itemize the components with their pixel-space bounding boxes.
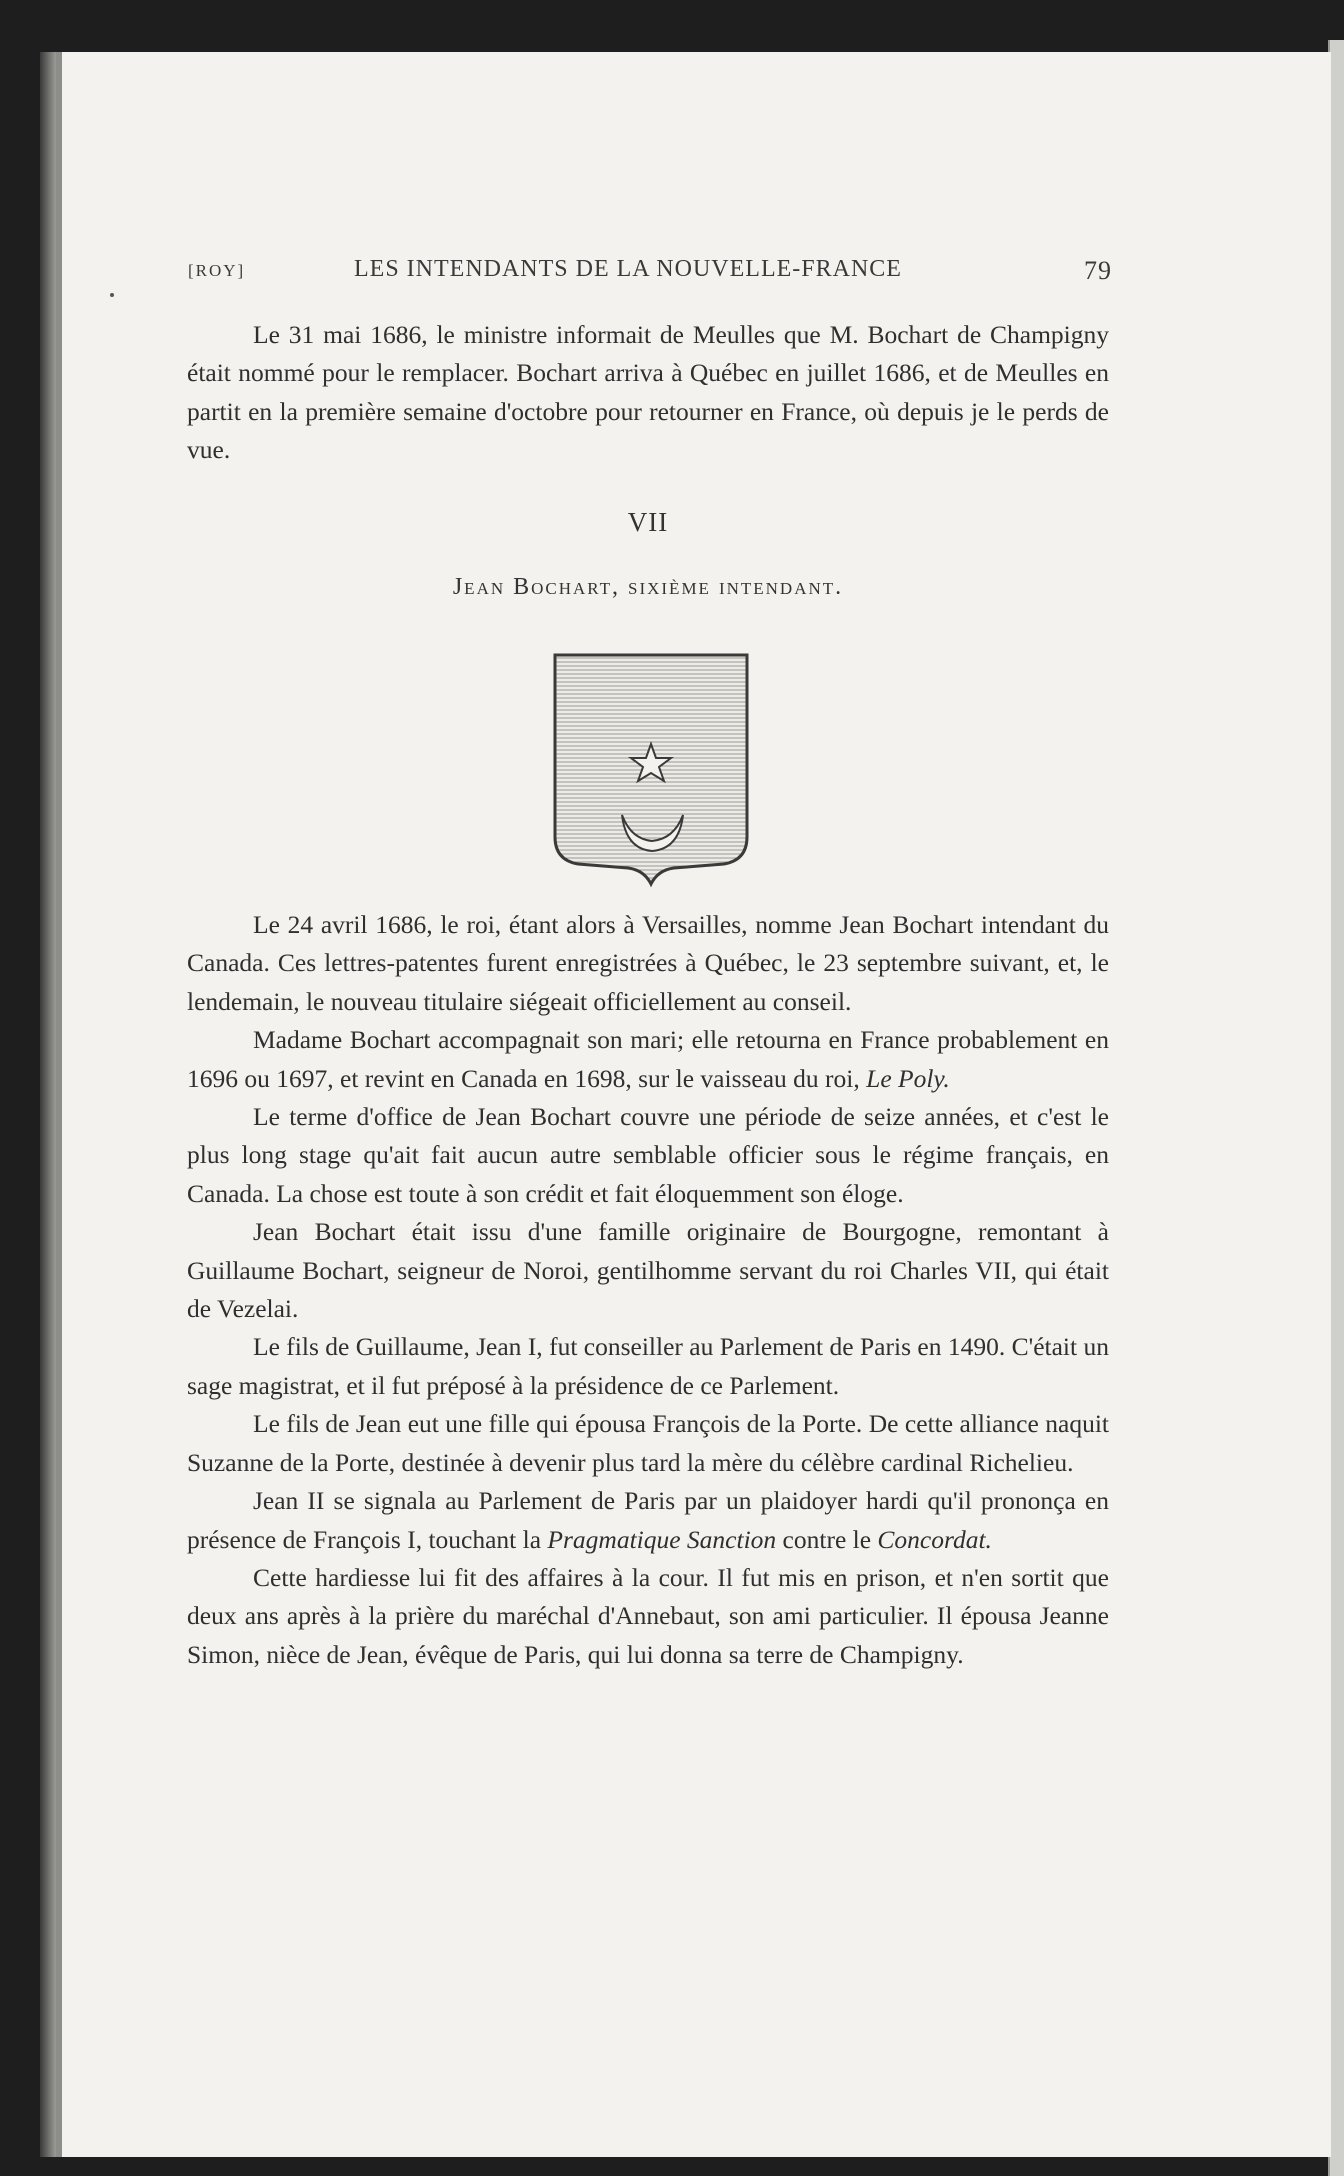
paragraph-5: Le fils de Guillaume, Jean I, fut conseiller au Parlement de Paris en 1490. C'était un sage magistrat, et il fut préposé à la présidence de ce Parlement.: [187, 1332, 1109, 1400]
intro-text: [187, 316, 1109, 470]
ship-name: Le Poly.: [866, 1063, 950, 1093]
paragraph-7-text-b: contre le: [776, 1524, 878, 1554]
paragraph-3: Le terme d'office de Jean Bochart couvre une période de seize années, et c'est le plus long stage qu'ait fait aucun autre semblable officier sous le régime français, en Canada. La chose est toute à son crédit et fait éloquemment son éloge.: [187, 1102, 1109, 1208]
paragraph-6: Le fils de Jean eut une fille qui épousa François de la Porte. De cette alliance naquit Suzanne de la Porte, destinée à devenir plus tard la mère du célèbre cardinal Richelieu.: [187, 1409, 1109, 1477]
book-gutter: [40, 52, 56, 2157]
paragraph-2: [187, 1021, 1109, 1098]
paragraph-4: Jean Bochart était issu d'une famille originaire de Bourgogne, remontant à Guillaume Bochart, seigneur de Noroi, gentilhomme servant du roi Charles VII, qui était de Vezelai.: [187, 1217, 1109, 1324]
coat-of-arms-image: [552, 652, 750, 888]
paragraph-7-text-a: Jean II se signala au Parlement de Paris par un plaidoyer hardi qu'il prononça en présence de François I, touchant la: [187, 1486, 1109, 1554]
page-number: 79: [1084, 256, 1112, 285]
running-head-title: LES INTENDANTS DE LA NOUVELLE-FRANCE: [354, 256, 902, 282]
paragraph-7: [187, 1482, 1109, 1559]
paragraph-2-text: Madame Bochart accompagnait son mari; elle retourna en France probablement en 1696 ou 1697, et revint en Canada en 1698, sur le vaisseau du roi,: [187, 1025, 1109, 1093]
concordat: Concordat.: [877, 1524, 992, 1554]
paragraph-1: Le 24 avril 1686, le roi, étant alors à Versailles, nomme Jean Bochart intendant du Canada. Ces lettres-patentes furent enregistrées à Québec, le 23 septembre suivant, et, le lendemain, le nouveau titulaire siégeait officiellement au conseil.: [187, 910, 1109, 1016]
ink-speck: [110, 293, 114, 297]
section-title: Jean Bochart, sixième intendant.: [452, 574, 844, 600]
paragraph-8: Cette hardiesse lui fit des affaires à la cour. Il fut mis en prison, et n'en sortit que deux ans après à la prière du maréchal d'Annebaut, son ami particulier. Il épousa Jeanne Simon, nièce de Jean, évêque de Paris, qui lui donna sa terre de Champigny.: [187, 1562, 1109, 1669]
running-head-author: [ROY]: [188, 261, 246, 280]
pragmatique-sanction: Pragmatique Sanction: [547, 1524, 777, 1554]
main-text: [187, 906, 1109, 1674]
section-number: VII: [627, 507, 669, 537]
intro-paragraph: Le 31 mai 1686, le ministre informait de Meulles que M. Bochart de Champigny était nommé pour le remplacer. Bochart arriva à Québec en juillet 1686, et de Meulles en partit en la première semaine d'octobre pour retourner en France, où depuis je le perds de vue.: [187, 320, 1109, 465]
